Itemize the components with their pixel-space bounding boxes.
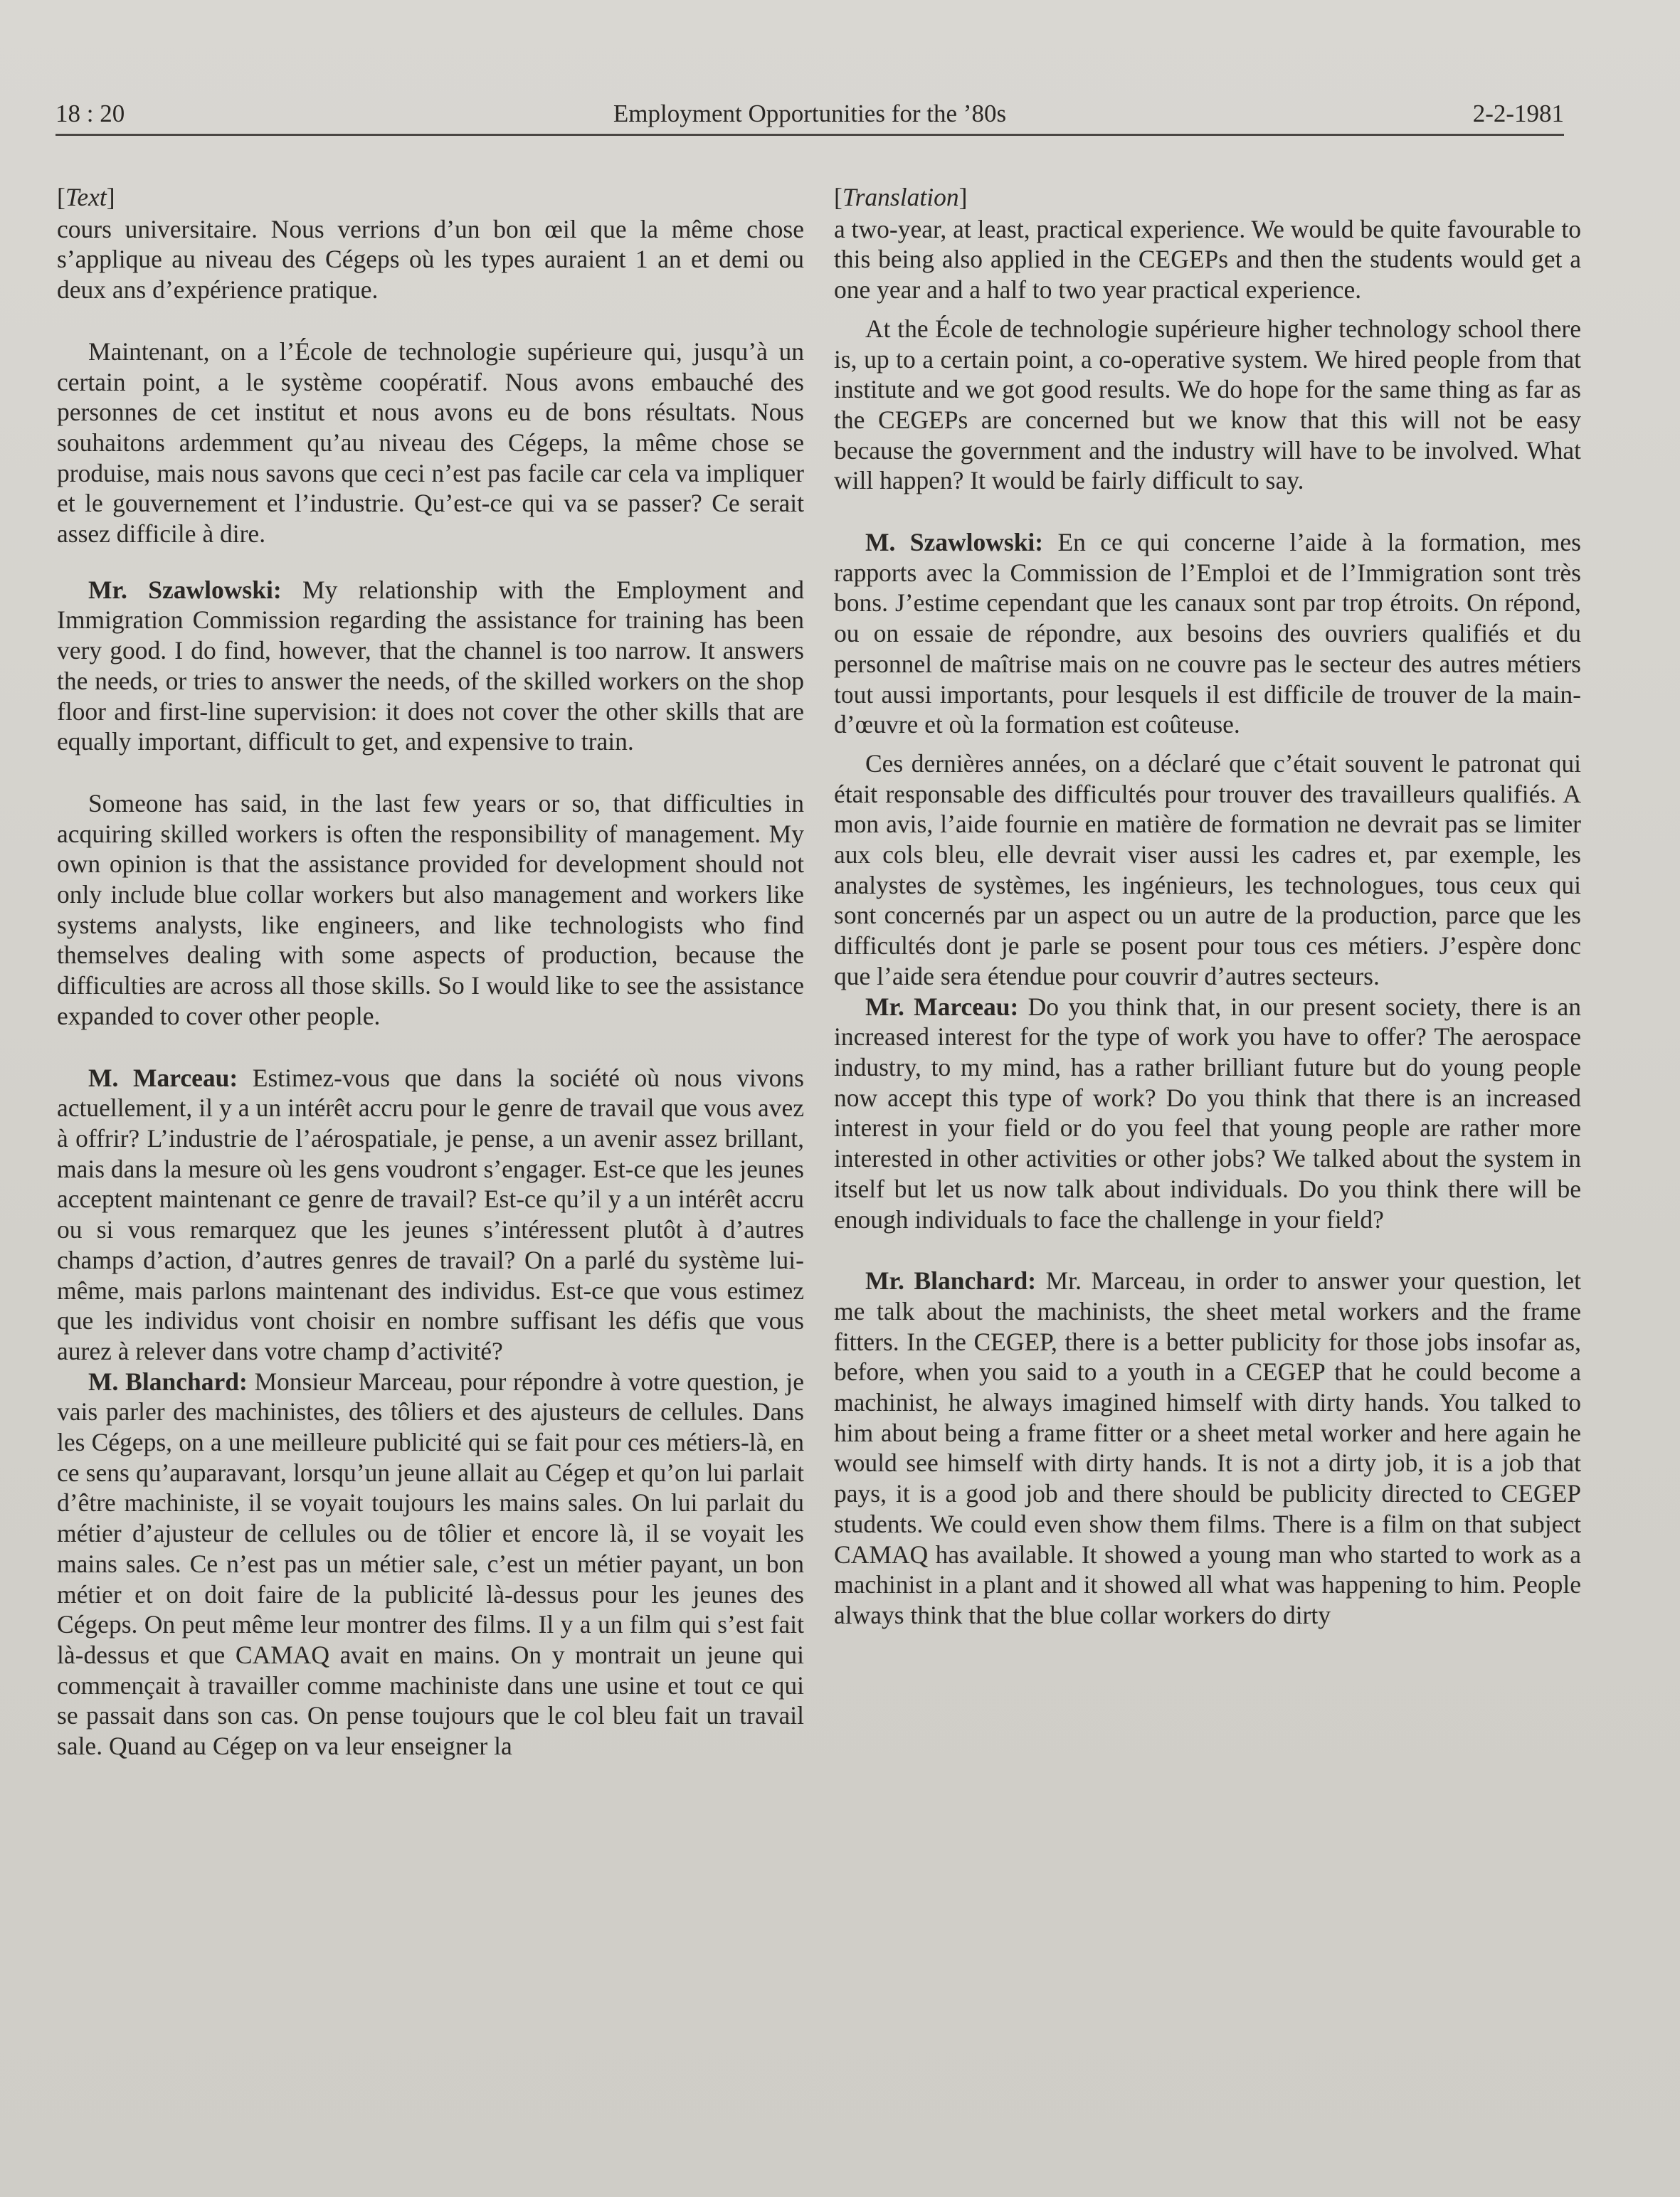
speaker-name: Mr. Marceau: — [865, 992, 1019, 1021]
running-title: Employment Opportunities for the ’80s — [613, 100, 1007, 127]
speaker-name: M. Szawlowski: — [865, 528, 1044, 557]
right-column-translation — [834, 182, 1581, 1631]
language-label-text: Translation — [842, 183, 959, 211]
speech-text: Monsieur Marceau, pour répondre à votre question, je vais parler des machinistes, des tôliers et des ajusteurs de cellules. Dans les Cégeps, on a une meilleure publicité qui se fait pour ces métiers-là, en ce sens qu’auparavant, lorsqu’un jeune allait au Cégep et qu’on lui parlait d’être machiniste, il se voyait toujours les mains sales. On lui parlait du métier d’ajusteur de cellules ou de tôlier et encore là, il se voyait les mains sales. Ce n’est pas un métier sale, c’est un métier payant, un bon métier et on doit faire de la publicité là-dessus pour les jeunes des Cégeps. On peut même leur montrer des films. Il y a un film qui s’est fait là-dessus et que CAMAQ avait en mains. On y montrait un jeune qui commençait à travailler comme machiniste dans une usine et tout ce qui se passait dans son cas. On pense toujours que le col bleu fait un travail sale. Quand au Cégep on va leur enseigner la — [57, 1367, 804, 1761]
speaker-paragraph — [57, 1063, 804, 1367]
paragraph: Maintenant, on a l’École de technologie supérieure qui, jusqu’à un certain point, a le système coopératif. Nous avons embauché des personnes de cet institut et nous avons eu de bons résultats. Nous souhaitons ardemment qu’au niveau des Cégeps, la même chose se produise, mais nous savons que ceci n’est pas facile car cela va impliquer et le gouvernement et l’industrie. Qu’est-ce qui va se passer? Ce serait assez difficile à dire. — [57, 337, 804, 549]
left-column-text — [57, 182, 804, 1762]
issue-date: 2-2-1981 — [1472, 100, 1564, 127]
speech-text: My relationship with the Employment and Immigration Commission regarding the assistance for training has been very good. I do find, however, that the channel is too narrow. It answers the needs, or tries to answer the needs, of the skilled workers on the shop floor and first-line supervision: it does not cover the other skills that are equally important, difficult to get, and expensive to train. — [57, 575, 804, 756]
speaker-paragraph — [834, 527, 1581, 740]
paragraph: cours universitaire. Nous verrions d’un bon œil que la même chose s’applique au niveau des Cégeps où les types auraient 1 an et demi ou deux ans d’expérience pratique. — [57, 214, 804, 305]
speaker-name: Mr. Szawlowski: — [88, 575, 282, 604]
speech-text: Do you think that, in our present society, there is an increased interest for the type of work you have to offer? The aerospace industry, to my mind, has a rather brilliant future but do young people now accept this type of work? Do you think that there is an increased interest in your field or do you feel that young people are rather more interested in other activities or other jobs? We talked about the system in itself but let us now talk about individuals. Do you think there will be enough individuals to face the challenge in your field? — [834, 992, 1581, 1234]
paragraph: At the École de technologie supérieure higher technology school there is, up to a certain point, a co-operative system. We hired people from that institute and we got good results. We do hope for the same thing as far as the CEGEPs are concerned but we know that this will not be easy because the government and the industry will have to be involved. What will happen? It would be fairly difficult to say. — [834, 314, 1581, 495]
paragraph: Ces dernières années, on a déclaré que c’était souvent le patronat qui était responsable des difficultés pour trouver des travailleurs qualifiés. A mon avis, l’aide fournie en matière de formation ne devrait pas se limiter aux cols bleu, elle devrait viser aussi les cadres et, par exemple, les analystes de systèmes, les ingénieurs, les technologues, tous ceux qui sont concernés par un aspect ou un autre de la production, parce que les difficultés dont je parle se posent pour tous ces métiers. J’espère donc que l’aide sera étendue pour couvrir d’autres secteurs. — [834, 748, 1581, 990]
paragraph: a two-year, at least, practical experience. We would be quite favourable to this being also applied in the CEGEPs and then the students would get a one year and a half to two year practical experience. — [834, 214, 1581, 305]
speaker-name: M. Marceau: — [88, 1063, 238, 1092]
speech-text: En ce qui concerne l’aide à la formation, mes rapports avec la Commission de l’Emploi et de l’Immigration sont très bons. J’estime cependant que les canaux sont par trop étroits. On répond, ou on essaie de répondre, aux besoins des ouvriers qualifiés et du personnel de maîtrise mais on ne couvre pas le secteur des autres métiers tout aussi importants, pour lesquels il est difficile de trouver de la main-d’œuvre et où la formation est coûteuse. — [834, 528, 1581, 739]
speaker-paragraph — [834, 992, 1581, 1235]
running-header — [56, 84, 1564, 136]
language-label: [Translation] — [834, 183, 968, 211]
speaker-paragraph — [834, 1266, 1581, 1630]
speaker-name: Mr. Blanchard: — [865, 1266, 1037, 1296]
speech-text: Estimez-vous que dans la société où nous vivons actuellement, il y a un intérêt accru pour le genre de travail que vous avez à offrir? L’industrie de l’aérospatiale, je pense, a un avenir assez brillant, mais dans la mesure où les gens voudront s’engager. Est-ce que les jeunes acceptent maintenant ce genre de travail? Est-ce qu’il y a un intérêt accru ou si vous remarquez que les jeunes s’intéressent plutôt à d’autres champs d’action, d’autres genres de travail? On a parlé du système lui-même, mais parlons maintenant des individus. Est-ce que vous estimez que les individus vont choisir en nombre suffisant les défis que vous aurez à relever dans votre champ d’activité? — [57, 1063, 804, 1365]
speaker-paragraph — [57, 1367, 804, 1762]
paragraph: Someone has said, in the last few years or so, that difficulties in acquiring skilled workers is often the responsibility of management. My own opinion is that the assistance provided for development should not only include blue collar workers but also management and workers like systems analysts, like engineers, and like technologists who find themselves dealing with some aspects of production, because the difficulties are across all those skills. So I would like to see the assistance expanded to cover other people. — [57, 788, 804, 1030]
speaker-name: M. Blanchard: — [88, 1367, 248, 1396]
speech-text: Mr. Marceau, in order to answer your question, let me talk about the machinists, the sheet metal workers and the frame fitters. In the CEGEP, there is a better publicity for those jobs insofar as, before, when you said to a youth in a CEGEP that he could become a machinist, he always imagined himself with dirty hands. You talked to him about being a frame fitter or a sheet metal worker and here again he would see himself with dirty hands. It is not a dirty job, it is a job that pays, it is a good job and there should be publicity directed to CEGEP students. We could even show them films. There is a film on that subject CAMAQ has available. It showed a young man who started to work as a machinist in a plant and it showed all what was happening to him. People always think that the blue collar workers do dirty — [834, 1266, 1581, 1629]
speaker-paragraph — [57, 575, 804, 757]
language-label: [Text] — [57, 183, 115, 211]
page-number: 18 : 20 — [56, 100, 125, 127]
language-label-text: Text — [65, 183, 107, 211]
